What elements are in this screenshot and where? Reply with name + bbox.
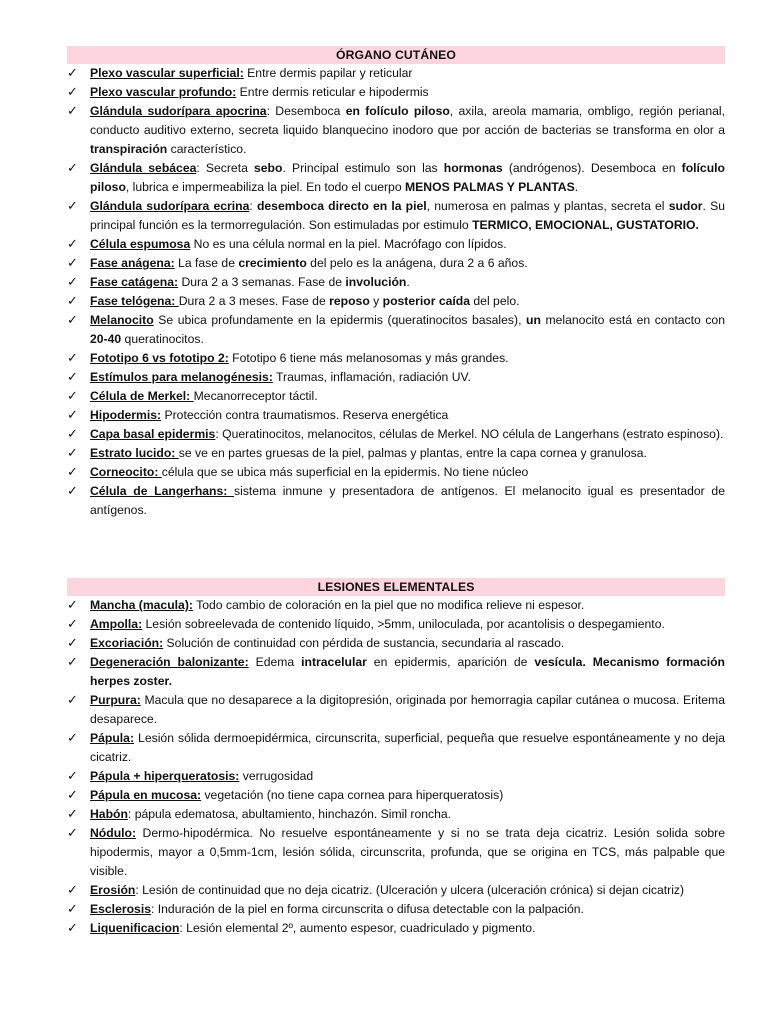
item-text: La fase de xyxy=(174,256,239,270)
item-text: melanocito está en contacto con xyxy=(540,313,725,327)
checkmark-icon: ✓ xyxy=(67,693,78,708)
item-term: Pápula en mucosa: xyxy=(90,788,202,802)
item-text: queratinocitos. xyxy=(121,332,204,346)
checkmark-icon: ✓ xyxy=(67,256,78,271)
item-text: , axila, areola mamaria, ombligo, región perianal, conducto auditivo externo, secreta liquido blanquecino inodoro que por acción de bacterias se transforma en olor a xyxy=(90,104,725,137)
item-text: Dermo-hipodérmica. No resuelve espontáneamente y si no se trata deja cicatriz. Lesión solida sobre hipodermis, mayor a 0,5mm-1cm, lesión sólida, circunscrita, profunda, que se origina en TCS, más palpable que visible. xyxy=(90,826,725,878)
item-term: Estrato lucido: xyxy=(90,446,179,460)
item-text: Dura 2 a 3 semanas. Fase de xyxy=(178,275,346,289)
item-term: Degeneración balonizante: xyxy=(90,655,249,669)
item-text: : Secreta xyxy=(196,161,254,175)
list-item xyxy=(67,406,725,425)
bold-text: sebo xyxy=(254,161,283,175)
item-text: célula que se ubica más superficial en la epidermis. No tiene núcleo xyxy=(161,465,529,479)
item-text: característico. xyxy=(167,142,247,156)
item-term: Glándula sebácea xyxy=(90,161,197,175)
list-item xyxy=(67,64,725,83)
item-text: vegetación (no tiene capa cornea para hiperqueratosis) xyxy=(201,788,504,802)
bold-text: MENOS PALMAS Y PLANTAS xyxy=(405,180,575,194)
list-item xyxy=(67,425,725,444)
bold-text: TERMICO, EMOCIONAL, GUSTATORIO. xyxy=(472,218,699,232)
item-text: . Principal estimulo son las xyxy=(282,161,444,175)
list-item xyxy=(67,691,725,729)
item-text: (andrógenos). Desemboca en xyxy=(502,161,682,175)
bold-text: posterior caída xyxy=(382,294,471,308)
bold-text: en folículo piloso xyxy=(345,104,450,118)
checkmark-icon: ✓ xyxy=(67,731,78,746)
item-text: Traumas, inflamación, radiación UV. xyxy=(272,370,471,384)
item-term: Hipodermis: xyxy=(90,408,162,422)
item-text: se ve en partes gruesas de la piel, palmas y plantas, entre la capa cornea y granulosa. xyxy=(178,446,647,460)
item-term: Fase telógena: xyxy=(90,294,179,308)
item-term: Célula de Langerhans: xyxy=(90,484,235,498)
checkmark-icon: ✓ xyxy=(67,598,78,613)
item-text: verrugosidad xyxy=(239,769,314,783)
item-text: Macula que no desaparece a la digitopresión, originada por hemorragia capilar cutánea o mucosa. Eritema desaparece. xyxy=(90,693,725,726)
list-item xyxy=(67,387,725,406)
bold-text: crecimiento xyxy=(238,256,307,270)
item-text: Edema xyxy=(248,655,302,669)
list-item xyxy=(67,83,725,102)
checkmark-icon: ✓ xyxy=(67,788,78,803)
item-list xyxy=(67,596,725,938)
item-term: Pápula + hiperqueratosis: xyxy=(90,769,240,783)
section-title: LESIONES ELEMENTALES xyxy=(67,578,725,596)
section-organo-cutaneo xyxy=(67,46,725,520)
item-term: Habón xyxy=(90,807,128,821)
list-item xyxy=(67,197,725,235)
item-term: Glándula sudorípara apocrina xyxy=(90,104,267,118)
checkmark-icon: ✓ xyxy=(67,199,78,214)
item-text: : Lesión de continuidad que no deja cicatriz. (Ulceración y ulcera (ulceración crónica) si dejan cicatriz) xyxy=(135,883,685,897)
bold-text: un xyxy=(526,313,541,327)
bold-text: intracelular xyxy=(301,655,367,669)
item-text: : pápula edematosa, abultamiento, hinchazón. Simil roncha. xyxy=(127,807,452,821)
checkmark-icon: ✓ xyxy=(67,66,78,81)
item-text: No es una célula normal en la piel. Macrófago con lípidos. xyxy=(190,237,507,251)
checkmark-icon: ✓ xyxy=(67,446,78,461)
item-term: Liquenificacion xyxy=(90,921,180,935)
checkmark-icon: ✓ xyxy=(67,294,78,309)
list-item xyxy=(67,615,725,634)
list-item xyxy=(67,596,725,615)
item-text: Solución de continuidad con pérdida de sustancia, secundaria al rascado. xyxy=(163,636,565,650)
item-term: Fase anágena: xyxy=(90,256,175,270)
checkmark-icon: ✓ xyxy=(67,883,78,898)
checkmark-icon: ✓ xyxy=(67,161,78,176)
checkmark-icon: ✓ xyxy=(67,617,78,632)
item-text: en epidermis, aparición de xyxy=(366,655,535,669)
bold-text: desemboca directo en la piel xyxy=(256,199,427,213)
item-text: , numerosa en palmas y plantas, secreta el xyxy=(426,199,669,213)
item-term: Melanocito xyxy=(90,313,154,327)
item-term: Ampolla: xyxy=(90,617,143,631)
list-item xyxy=(67,235,725,254)
item-text: Fototipo 6 tiene más melanosomas y más grandes. xyxy=(228,351,509,365)
item-term: Fase catágena: xyxy=(90,275,179,289)
item-term: Estímulos para melanogénesis: xyxy=(90,370,273,384)
list-item xyxy=(67,102,725,159)
list-item xyxy=(67,273,725,292)
item-text: Lesión sobreelevada de contenido líquido, >5mm, uniloculada, por acantolisis o despegamiento. xyxy=(142,617,665,631)
item-text: Entre dermis reticular e hipodermis xyxy=(236,85,429,99)
item-text: : Lesión elemental 2º, aumento espesor, cuadriculado y pigmento. xyxy=(179,921,536,935)
list-item xyxy=(67,463,725,482)
item-text: Dura 2 a 3 meses. Fase de xyxy=(178,294,330,308)
item-term: Fototipo 6 vs fototipo 2: xyxy=(90,351,229,365)
item-term: Plexo vascular superficial: xyxy=(90,66,244,80)
item-term: Mancha (macula): xyxy=(90,598,193,612)
item-term: Glándula sudorípara ecrina xyxy=(90,199,250,213)
item-text: Protección contra traumatismos. Reserva energética xyxy=(161,408,449,422)
item-list xyxy=(67,64,725,520)
item-term: Célula espumosa xyxy=(90,237,191,251)
checkmark-icon: ✓ xyxy=(67,370,78,385)
list-item xyxy=(67,767,725,786)
list-item xyxy=(67,159,725,197)
list-item xyxy=(67,653,725,691)
item-text: . Su principal función es la termorregulación. Son estimuladas por estimulo xyxy=(90,199,726,232)
checkmark-icon: ✓ xyxy=(67,351,78,366)
list-item xyxy=(67,805,725,824)
list-item xyxy=(67,881,725,900)
checkmark-icon: ✓ xyxy=(67,807,78,822)
bold-text: folículo piloso xyxy=(90,161,725,194)
item-term: Pápula: xyxy=(90,731,135,745)
bold-text: vesícula. Mecanismo formación herpes zoster. xyxy=(90,655,726,688)
item-term: Nódulo: xyxy=(90,826,137,840)
item-term: Plexo vascular profundo: xyxy=(90,85,237,99)
list-item xyxy=(67,824,725,881)
item-text: Todo cambio de coloración en la piel que no modifica relieve ni espesor. xyxy=(192,598,585,612)
checkmark-icon: ✓ xyxy=(67,275,78,290)
item-text: Mecanorreceptor táctil. xyxy=(193,389,318,403)
checkmark-icon: ✓ xyxy=(67,465,78,480)
item-text: . xyxy=(406,275,410,289)
bold-text: reposo xyxy=(329,294,370,308)
checkmark-icon: ✓ xyxy=(67,389,78,404)
bold-text: 20-40 xyxy=(90,332,122,346)
list-item xyxy=(67,254,725,273)
checkmark-icon: ✓ xyxy=(67,104,78,119)
item-text: Lesión sólida dermoepidérmica, circunscrita, superficial, pequeña que resuelve espontáneamente y no deja cicatriz. xyxy=(90,731,725,764)
checkmark-icon: ✓ xyxy=(67,408,78,423)
item-term: Célula de Merkel: xyxy=(90,389,194,403)
item-text: Entre dermis papilar y reticular xyxy=(243,66,413,80)
list-item xyxy=(67,900,725,919)
checkmark-icon: ✓ xyxy=(67,636,78,651)
checkmark-icon: ✓ xyxy=(67,826,78,841)
section-title: ÓRGANO CUTÁNEO xyxy=(67,46,725,64)
list-item xyxy=(67,349,725,368)
bold-text: involución xyxy=(345,275,407,289)
checkmark-icon: ✓ xyxy=(67,484,78,499)
checkmark-icon: ✓ xyxy=(67,237,78,252)
item-text: , lubrica e impermeabiliza la piel. En todo el cuerpo xyxy=(125,180,405,194)
bold-text: sudor xyxy=(668,199,703,213)
item-term: Excoriación: xyxy=(90,636,164,650)
list-item xyxy=(67,729,725,767)
item-text: del pelo. xyxy=(470,294,520,308)
checkmark-icon: ✓ xyxy=(67,902,78,917)
checkmark-icon: ✓ xyxy=(67,655,78,670)
item-text: Se ubica profundamente en la epidermis (queratinocitos basales), xyxy=(153,313,527,327)
list-item xyxy=(67,482,725,520)
list-item xyxy=(67,786,725,805)
list-item xyxy=(67,292,725,311)
checkmark-icon: ✓ xyxy=(67,769,78,784)
item-text: : Desemboca xyxy=(266,104,346,118)
item-text: y xyxy=(369,294,383,308)
list-item xyxy=(67,444,725,463)
item-term: Erosión xyxy=(90,883,136,897)
checkmark-icon: ✓ xyxy=(67,921,78,936)
section-lesiones-elementales xyxy=(67,578,725,938)
checkmark-icon: ✓ xyxy=(67,85,78,100)
bold-text: transpiración xyxy=(90,142,168,156)
item-text: : Queratinocitos, melanocitos, células de Merkel. NO célula de Langerhans (estrato espinoso). xyxy=(215,427,724,441)
item-text: . xyxy=(574,180,579,194)
checkmark-icon: ✓ xyxy=(67,427,78,442)
bold-text: hormonas xyxy=(443,161,503,175)
item-term: Esclerosis xyxy=(90,902,151,916)
item-text: : Induración de la piel en forma circunscrita o difusa detectable con la palpación. xyxy=(150,902,584,916)
list-item xyxy=(67,368,725,387)
list-item xyxy=(67,311,725,349)
item-text: del pelo es la anágena, dura 2 a 6 años. xyxy=(306,256,528,270)
item-text: sistema inmune y presentadora de antígenos. El melanocito igual es presentador de antígenos. xyxy=(90,484,725,517)
checkmark-icon: ✓ xyxy=(67,313,78,328)
item-term: Corneocito: xyxy=(90,465,162,479)
list-item xyxy=(67,634,725,653)
list-item xyxy=(67,919,725,938)
item-text: : xyxy=(249,199,257,213)
item-term: Capa basal epidermis xyxy=(90,427,216,441)
item-term: Purpura: xyxy=(90,693,141,707)
